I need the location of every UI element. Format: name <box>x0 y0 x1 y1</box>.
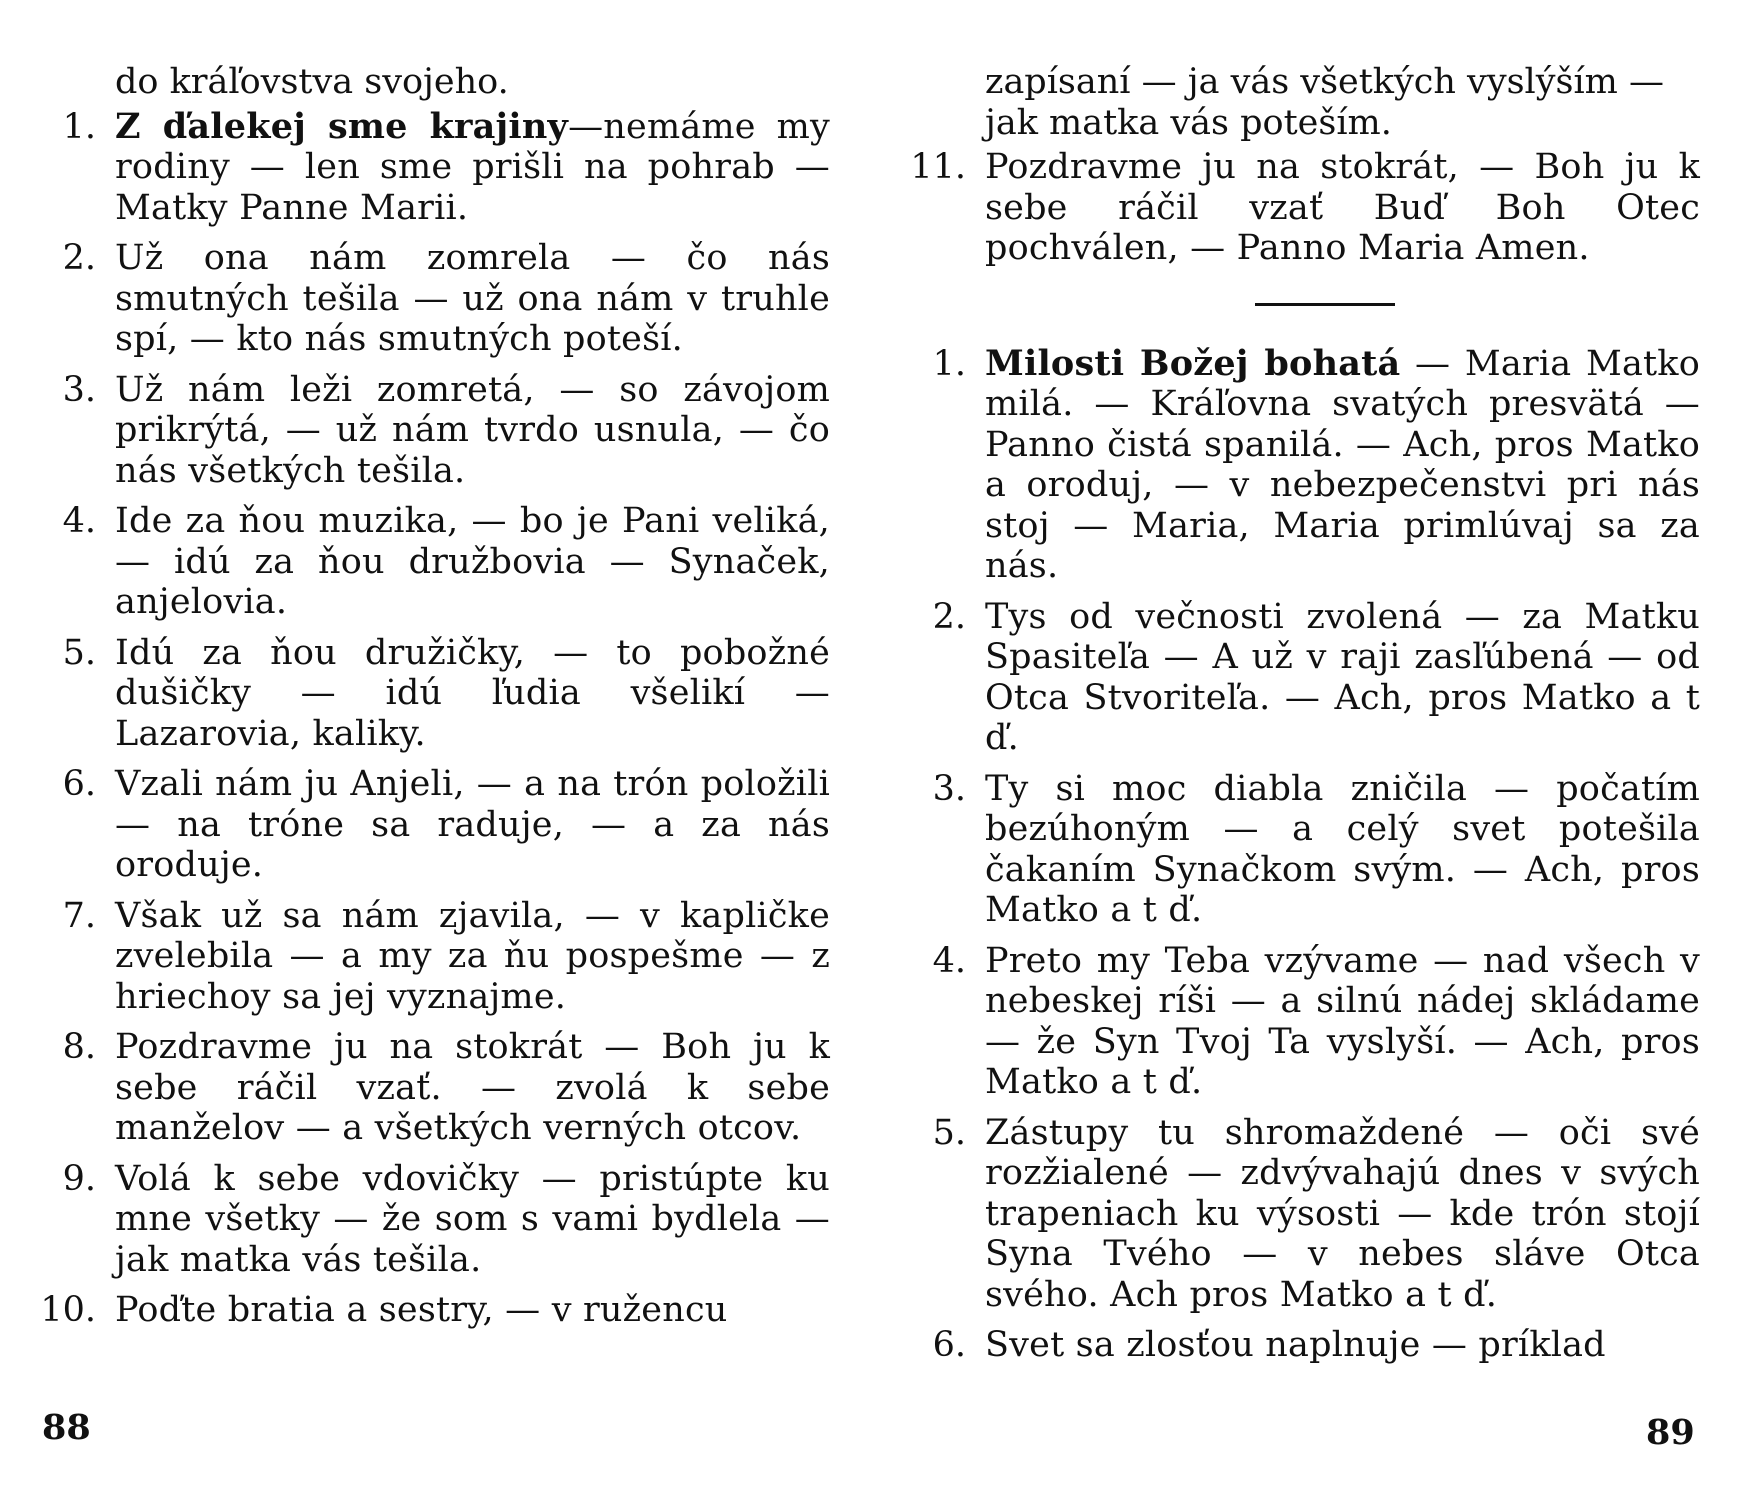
stanza-text: Idú za ňou družičky, — to pobožné dušičky — idú ľudia všelikí — Lazarovia, kaliky. <box>115 632 830 754</box>
stanza-text: Zástupy tu shromaždené — oči své rozžialené — zdvývahajú dnes v svých trapeniach ku výsosti — kde trón stojí Syna Tvého — v nebes sláve Otca svého. Ach pros Matko a t ď. <box>985 1112 1700 1315</box>
stanza-number: 7. <box>62 895 96 936</box>
right-stanza-1 <box>910 344 1700 587</box>
stanza-number: 4. <box>932 940 966 981</box>
left-stanza-9 <box>40 1159 830 1281</box>
right-continuation-line: zapísaní — ja vás všetkých vyslýším — jak matka vás poteším. <box>985 62 1664 143</box>
right-page <box>910 62 1700 1462</box>
stanza-number: 2. <box>932 596 966 637</box>
left-stanza-3 <box>40 370 830 492</box>
stanza-text: —nemáme my rodiny — len sme prišli na pohrab — Matky Panne Marii. <box>115 106 830 228</box>
stanza-number: 10. <box>40 1290 96 1330</box>
right-stanza-3 <box>910 769 1700 931</box>
stanza-text: Pozdravme ju na stokrát, — Boh ju k sebe ráčil vzať Buď Boh Otec pochválen, — Panno Maria Amen. <box>985 147 1700 268</box>
right-stanza-2 <box>910 597 1700 759</box>
stanza-number: 1. <box>62 106 96 147</box>
right-page-number: 89 <box>1646 1412 1695 1453</box>
stanza-text: Už nám leži zomretá, — so závojom prikrýtá, — už nám tvrdo usnula, — čo nás všetkých tešila. <box>115 369 830 491</box>
stanza-number: 2. <box>62 238 96 278</box>
left-stanza-2 <box>40 238 830 360</box>
left-stanza-6 <box>40 764 830 886</box>
stanza-text: — Maria Matko milá. — Kráľovna svatých presvätá — Panno čistá spanilá. — Ach, pros Matko a oroduj, — v nebezpečenstvi pri nás stoj — Maria, Maria primlúvaj sa za nás. <box>985 343 1700 586</box>
stanza-number: 5. <box>62 632 96 673</box>
left-stanza-10 <box>40 1290 830 1331</box>
right-stanza-4 <box>910 941 1700 1103</box>
stanza-text: Preto my Teba vzývame — nad všech v nebeskej ríši — a silnú nádej skládame — že Syn Tvoj Ta vyslyší. — Ach, pros Matko a t ď. <box>985 940 1700 1102</box>
section-divider <box>1255 303 1395 306</box>
left-stanza-4 <box>40 501 830 623</box>
stanza-text: Ide za ňou muzika, — bo je Pani veliká, — idú za ňou družbovia — Synaček, anjelovia. <box>115 501 830 622</box>
left-stanza-7 <box>40 896 830 1018</box>
stanza-text: Ty si moc diabla zničila — počatím bezúhoným — a celý svet potešila čakaním Synačkom svým. — Ach, pros Matko a t ď. <box>985 768 1700 930</box>
left-stanza-8 <box>40 1027 830 1149</box>
stanza-text: Volá k sebe vdovičky — pristúpte ku mne všetky — že som s vami bydlela — jak matka vás tešila. <box>115 1158 830 1280</box>
right-stanza-5 <box>910 1113 1700 1316</box>
right-stanza-11 <box>910 147 1700 269</box>
stanza-number: 3. <box>62 369 96 410</box>
stanza-text: Svet sa zlosťou naplnuje — príklad <box>985 1325 1606 1365</box>
stanza-number: 6. <box>62 764 96 804</box>
stanza-number: 5. <box>932 1112 966 1153</box>
right-stanza-6 <box>910 1325 1700 1366</box>
stanza-text: Už ona nám zomrela — čo nás smutných tešila — už ona nám v truhle spí, — kto nás smutných poteší. <box>115 238 830 359</box>
stanza-lead: Z ďalekej sme krajiny <box>115 105 569 147</box>
left-stanza-1 <box>40 107 830 229</box>
stanza-number: 8. <box>62 1027 96 1067</box>
stanza-number: 6. <box>932 1325 966 1365</box>
stanza-number: 4. <box>62 501 96 541</box>
left-page-number: 88 <box>42 1407 91 1448</box>
stanza-text: Pozdravme ju na stokrát — Boh ju k sebe ráčil vzať. — zvolá k sebe manželov — a všetkých verných otcov. <box>115 1027 830 1148</box>
stanza-text: Však už sa nám zjavila, — v kapličke zvelebila — a my za ňu pospešme — z hriechoy sa jej vyznajme. <box>115 895 830 1017</box>
stanza-text: Tys od večnosti zvolená — za Matku Spasiteľa — A už v raji zasľúbená — od Otca Stvoriteľa. — Ach, pros Matko a t ď. <box>985 596 1700 758</box>
stanza-text: Vzali nám ju Anjeli, — a na trón položili — na tróne sa raduje, — a za nás oroduje. <box>115 764 830 885</box>
stanza-number: 3. <box>932 768 966 809</box>
left-continuation-line: do kráľovstva svojeho. <box>115 62 509 102</box>
stanza-number: 11. <box>910 147 966 187</box>
stanza-number: 9. <box>62 1158 96 1199</box>
left-page <box>40 62 830 1462</box>
left-stanza-5 <box>40 633 830 755</box>
stanza-text: Poďte bratia a sestry, — v ružencu <box>115 1290 728 1330</box>
stanza-lead: Milosti Božej bohatá <box>985 342 1401 384</box>
stanza-number: 1. <box>932 343 966 384</box>
